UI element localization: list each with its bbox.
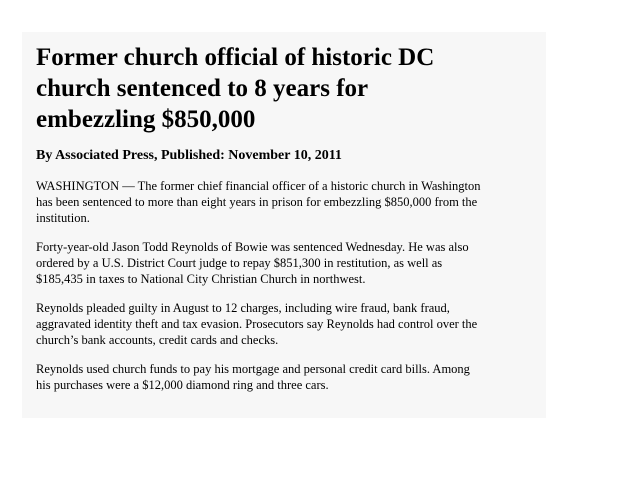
- article-paragraph-2: [36, 239, 542, 287]
- article-headline: [36, 42, 536, 135]
- article-paragraph-1: [36, 178, 542, 226]
- paragraph-line: has been sentenced to more than eight years in prison for embezzling $850,000 from the: [36, 195, 478, 209]
- paragraph-line: Reynolds pleaded guilty in August to 12 charges, including wire fraud, bank fraud,: [36, 301, 450, 315]
- paragraph-line: his purchases were a $12,000 diamond ring and three cars.: [36, 378, 329, 392]
- headline-line: church sentenced to 8 years for: [36, 75, 369, 102]
- paragraph-line: church’s bank accounts, credit cards and checks.: [36, 333, 279, 347]
- article-panel: [22, 32, 546, 418]
- paragraph-line: Forty-year-old Jason Todd Reynolds of Bowie was sentenced Wednesday. He was also: [36, 240, 469, 254]
- article-paragraph-4: [36, 361, 542, 393]
- paragraph-line: aggravated identity theft and tax evasion. Prosecutors say Reynolds had control over the: [36, 317, 478, 331]
- paragraph-line: $185,435 in taxes to National City Christian Church in northwest.: [36, 272, 366, 286]
- paragraph-line: institution.: [36, 211, 90, 225]
- headline-line: embezzling $850,000: [36, 106, 256, 133]
- paragraph-line: WASHINGTON — The former chief financial officer of a historic church in Washington: [36, 179, 481, 193]
- paragraph-line: Reynolds used church funds to pay his mortgage and personal credit card bills. Among: [36, 362, 470, 376]
- headline-line: Former church official of historic DC: [36, 44, 435, 71]
- article-byline: By Associated Press, Published: November 10, 2011: [36, 148, 342, 163]
- article-paragraph-3: [36, 300, 542, 348]
- paragraph-line: ordered by a U.S. District Court judge to repay $851,300 in restitution, as well as: [36, 256, 443, 270]
